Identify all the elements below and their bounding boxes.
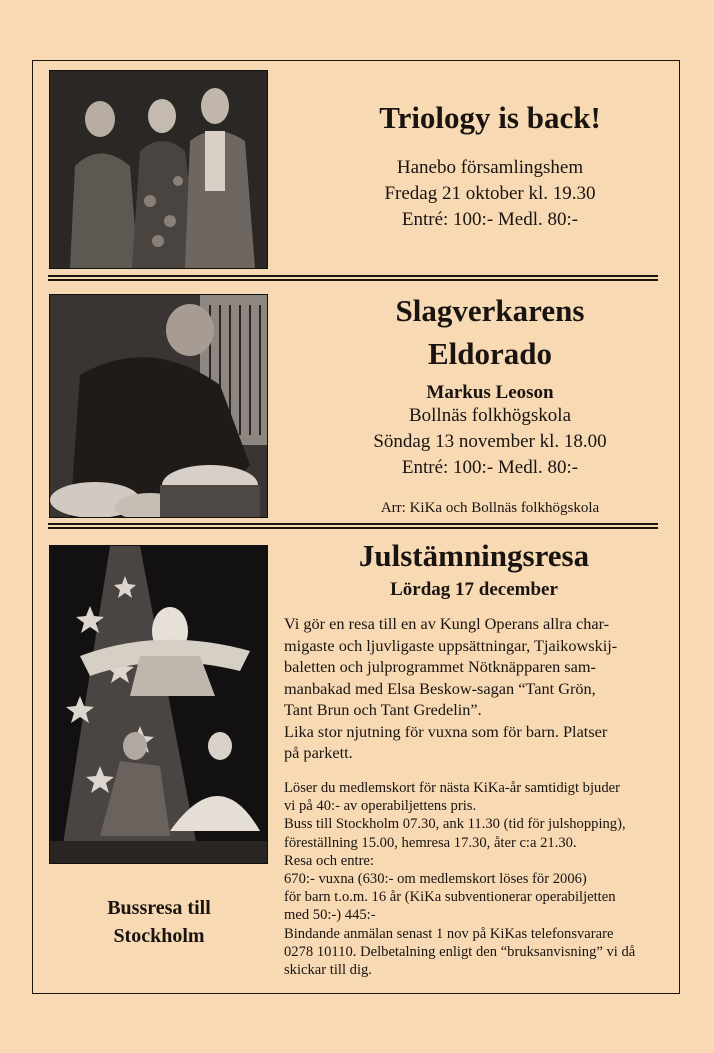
detail-line: 670:- vuxna (630:- om medlemskort löses för 2006) xyxy=(284,871,587,888)
description-line: Tant Brun och Tant Gredelin”. xyxy=(284,700,482,719)
detail-line: skickar till dig. xyxy=(284,962,372,979)
trio-photo xyxy=(49,70,268,269)
event1-price: Entré: 100:- Medl. 80:- xyxy=(401,209,579,230)
event1-date: Fredag 21 oktober kl. 19.30 xyxy=(384,183,596,204)
description-line: Lika stor njutning för vuxna som för barn. Platser xyxy=(284,721,608,741)
event2-arranger: Arr: KiKa och Bollnäs folkhögskola xyxy=(380,500,600,516)
detail-line: 0278 10110. Delbetalning enligt den “bruksanvisning” vi då xyxy=(284,943,636,960)
event3-date: Lördag 17 december xyxy=(390,579,558,600)
description-line: manbakad med Elsa Beskow-sagan “Tant Grön, xyxy=(284,678,596,698)
event2-date: Söndag 13 november kl. 18.00 xyxy=(373,431,607,452)
detail-line: Bindande anmälan senast 1 nov på KiKas telefonsvarare xyxy=(284,925,614,942)
detail-line: vi på 40:- av operabiljettens pris. xyxy=(284,798,477,815)
event2-performer: Markus Leoson xyxy=(426,382,554,403)
event3-description xyxy=(284,613,664,764)
event2-title-line1: Slagverkarens xyxy=(395,293,585,328)
event2-title-line2: Eldorado xyxy=(427,336,553,371)
divider-2 xyxy=(48,523,658,529)
detail-line: föreställning 15.00, hemresa 17.30, åter c:a 21.30. xyxy=(284,834,577,851)
detail-line: Resa och entre: xyxy=(284,852,374,869)
description-line: migaste och ljuvligaste uppsättningar, Tjaikowskij- xyxy=(284,635,618,655)
event1-venue: Hanebo församlingshem xyxy=(396,157,584,178)
detail-line: för barn t.o.m. 16 år (KiKa subventionerar operabiljetten xyxy=(284,889,616,906)
detail-line: med 50:-) 445:- xyxy=(284,907,376,924)
detail-line: Buss till Stockholm 07.30, ank 11.30 (tid för julshopping), xyxy=(284,816,626,833)
bus-trip-line1: Bussresa till xyxy=(107,897,211,919)
description-line: på parkett. xyxy=(284,743,353,762)
event3-title: Julstämningsresa xyxy=(358,538,590,573)
bus-trip-line2: Stockholm xyxy=(113,925,205,947)
percussion-photo xyxy=(49,294,268,518)
detail-line: Löser du medlemskort för nästa KiKa-år samtidigt bjuder xyxy=(284,780,620,796)
description-line: Vi gör en resa till en av Kungl Operans allra char- xyxy=(284,614,610,633)
event2-venue: Bollnäs folkhögskola xyxy=(408,405,572,426)
bus-trip-label xyxy=(50,894,268,950)
description-line: baletten och julprogrammet Nötknäpparen sam- xyxy=(284,657,596,676)
event3-details xyxy=(284,779,669,979)
divider-1 xyxy=(48,275,658,281)
event2-price: Entré: 100:- Medl. 80:- xyxy=(401,457,579,478)
event1-title: Triology is back! xyxy=(379,100,601,135)
ballet-photo xyxy=(49,545,268,864)
